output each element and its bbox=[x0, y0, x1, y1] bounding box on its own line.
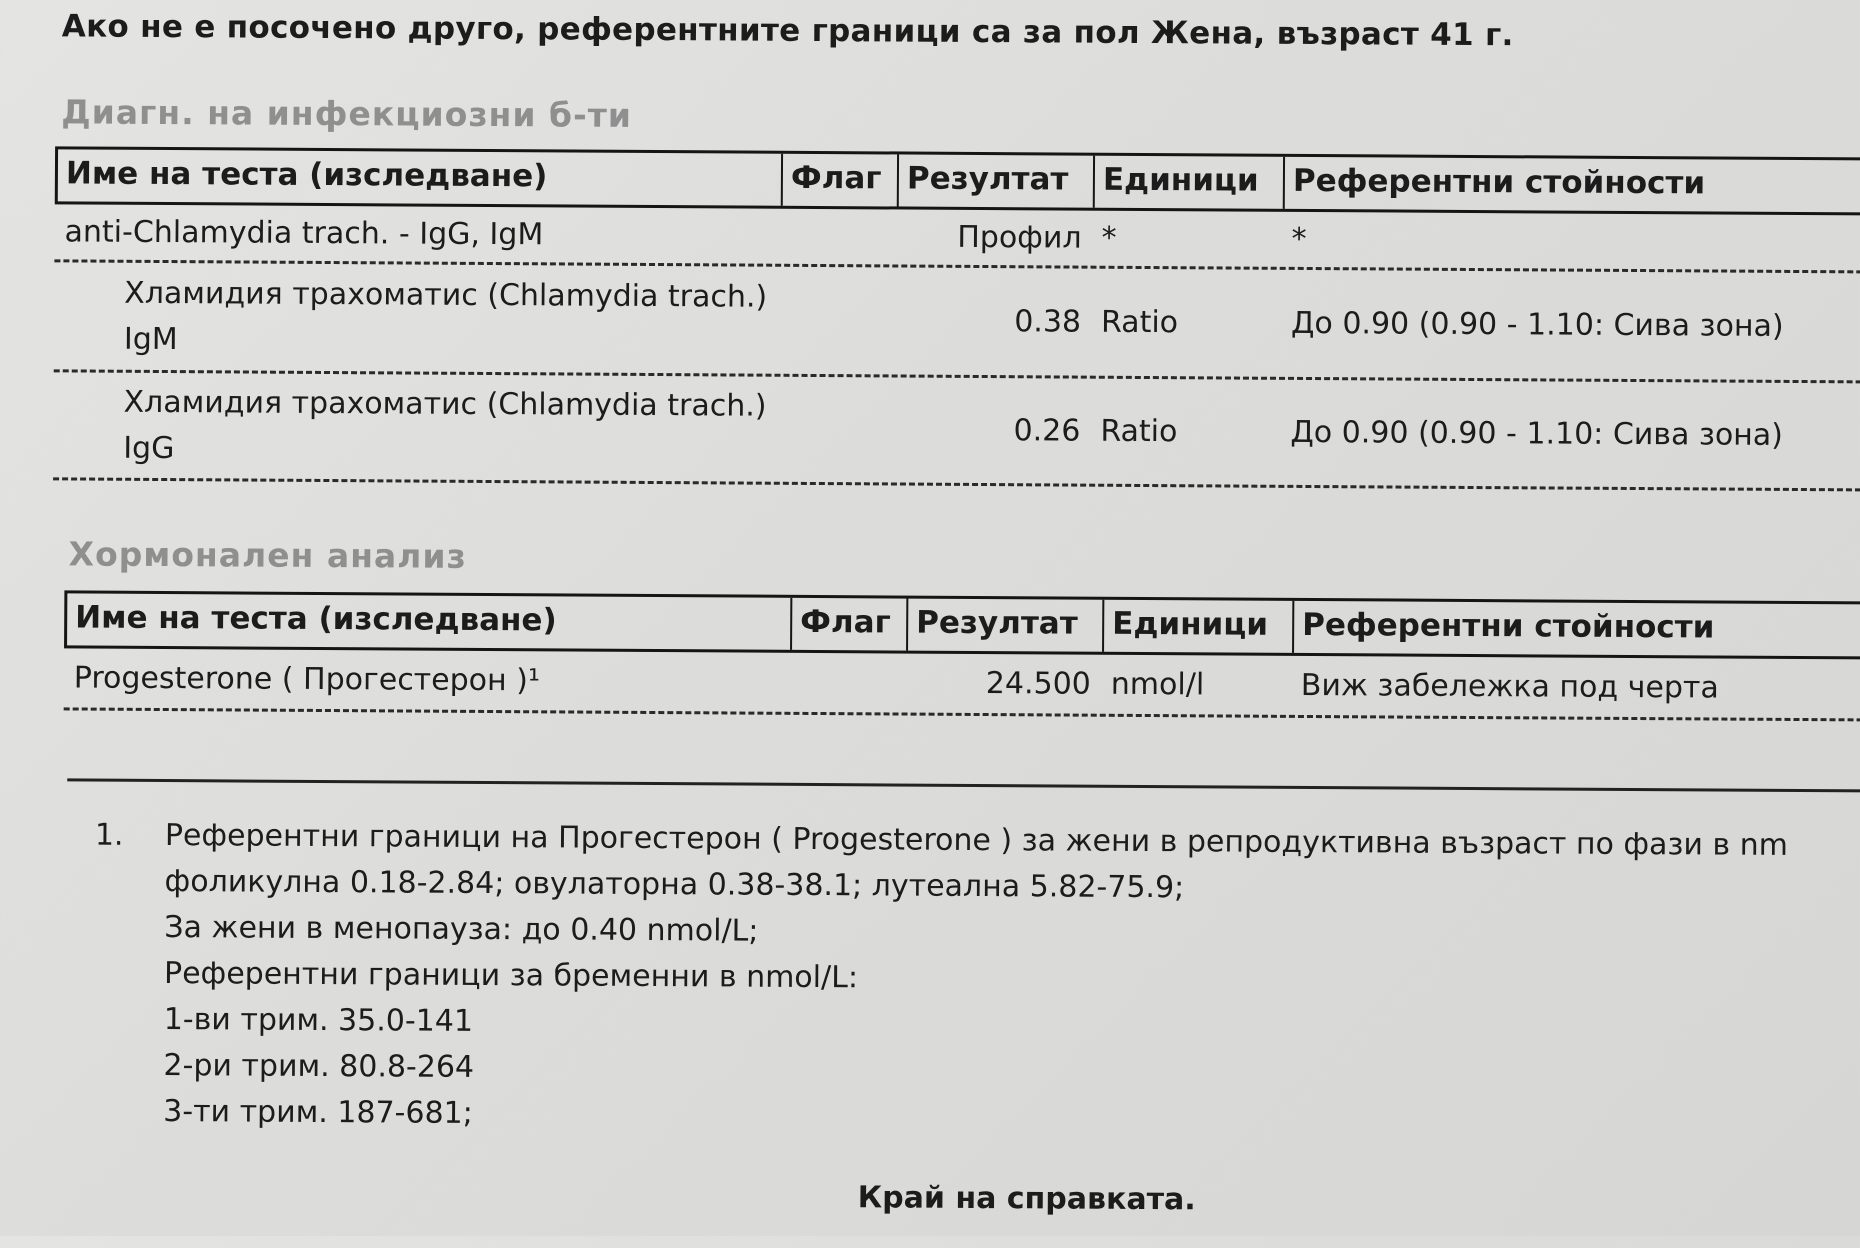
footnote-line: 1-ви трим. 35.0-141 bbox=[163, 1002, 474, 1039]
test-reference: До 0.90 (0.90 - 1.10: Сива зона) bbox=[1290, 414, 1784, 453]
footnote-divider bbox=[67, 778, 1860, 792]
test-reference: Виж забележка под черта bbox=[1300, 667, 1719, 706]
end-of-report: Край на справката. bbox=[857, 1180, 1196, 1218]
header-reference: Референтни стойности bbox=[1292, 162, 1706, 202]
test-units: Ratio bbox=[1100, 413, 1178, 450]
footnote-line: 2-ри трим. 80.8-264 bbox=[163, 1048, 475, 1085]
test-result: 24.500 bbox=[985, 666, 1091, 702]
header-result: Резултат bbox=[899, 154, 1095, 207]
test-result: Профил bbox=[957, 219, 1082, 256]
footnote-item bbox=[93, 813, 1788, 1145]
test-units: * bbox=[1101, 220, 1117, 256]
test-units: nmol/l bbox=[1110, 666, 1205, 703]
test-name: Progesterone ( Прогестерон )¹ bbox=[73, 660, 541, 699]
header-flag: Флаг bbox=[792, 598, 908, 651]
test-name: Хламидия трахоматис (Chlamydia trach.) IgG bbox=[123, 384, 767, 466]
table-row bbox=[64, 648, 1860, 721]
test-reference: * bbox=[1291, 221, 1307, 257]
header-reference: Референтни стойности bbox=[1302, 606, 1715, 646]
hormonal-results-table bbox=[64, 590, 1860, 721]
footnote-line: 3-ти трим. 187-681; bbox=[163, 1094, 473, 1131]
header-test-name: Име на теста (изследване) bbox=[58, 149, 783, 205]
footnotes bbox=[93, 813, 1788, 1145]
section-title-hormonal: Хормонален анализ bbox=[68, 534, 467, 576]
test-reference: До 0.90 (0.90 - 1.10: Сива зона) bbox=[1290, 305, 1784, 344]
test-flag bbox=[779, 320, 895, 321]
table-row bbox=[53, 372, 1860, 491]
footnote-text bbox=[163, 813, 1788, 1145]
infectious-results-table bbox=[53, 146, 1860, 491]
header-test-name: Име на теста (изследване) bbox=[67, 593, 792, 649]
footnote-line: Референтни граници на Прогестерон ( Progesterone ) за жени в репродуктивна възраст по фази в nm bbox=[164, 818, 1789, 863]
test-flag bbox=[778, 429, 894, 430]
test-name: Хламидия трахоматис (Chlamydia trach.) IgM bbox=[123, 275, 768, 357]
footnote-number: 1. bbox=[94, 817, 124, 853]
table-row bbox=[54, 262, 1860, 383]
test-name: anti-Chlamydia trach. - IgG, IgM bbox=[64, 214, 544, 253]
header-flag: Флаг bbox=[783, 154, 899, 207]
header-result: Резултат bbox=[908, 599, 1104, 652]
section-title-infectious: Диагн. на инфекциозни б-ти bbox=[61, 92, 633, 135]
header-units: Единици bbox=[1104, 600, 1294, 653]
test-units: Ratio bbox=[1100, 304, 1179, 341]
reference-note-intro: Ако не е посочено друго, референтните граници са за пол Жена, възраст 41 г. bbox=[61, 8, 1514, 54]
footnote-line: фоликулна 0.18-2.84; овулаторна 0.38-38.1; лутеална 5.82-75.9; bbox=[164, 864, 1185, 906]
header-units: Единици bbox=[1095, 156, 1285, 209]
test-flag bbox=[789, 682, 905, 683]
footnote-line: Референтни граници за бременни в nmol/L: bbox=[163, 956, 859, 996]
test-result: 0.38 bbox=[1014, 304, 1082, 340]
footnote-line: За жени в менопауза: до 0.40 nmol/L; bbox=[164, 910, 759, 949]
test-flag bbox=[780, 236, 896, 237]
test-result: 0.26 bbox=[1013, 413, 1081, 449]
